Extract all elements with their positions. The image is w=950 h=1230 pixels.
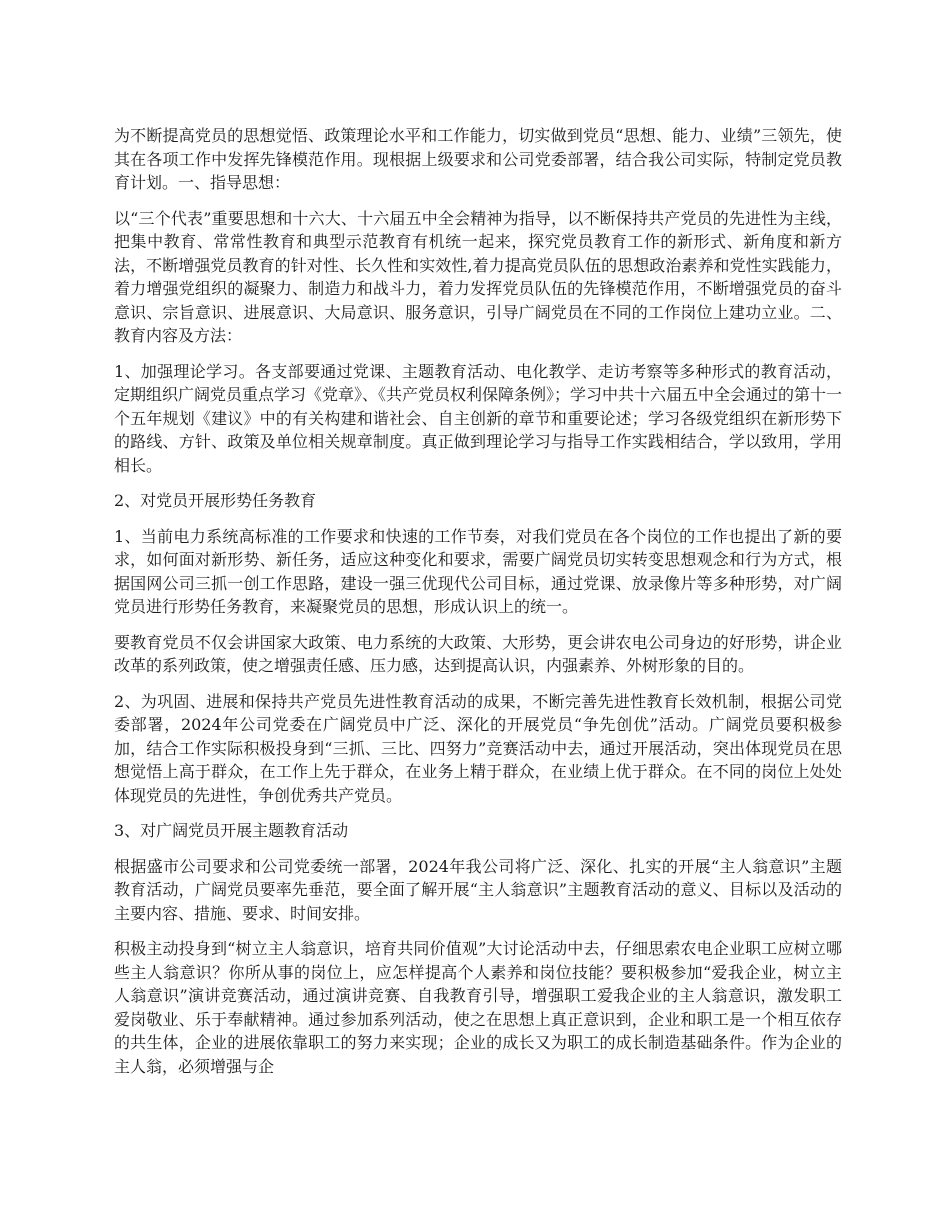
paragraph-advanced-activity: 2、为巩固、进展和保持共产党员先进性教育活动的成果，不断完善先进性教育长效机制，根据公司党委部署，2024年公司党委在广阔党员中广泛、深化的开展党员“争先创优”活动。广阔党员要积极参加，结合工作实际积极投身到“三抓、三比、四努力”竞赛活动中去，通过开展活动，突出体现党员在思想觉悟上高于群众，在工作上先于群众，在业务上精于群众，在业绩上优于群众。在不同的岗位上处处体现党员的先进性，争创优秀共产党员。 — [114, 691, 842, 805]
paragraph-situation-2: 要教育党员不仅会讲国家大政策、电力系统的大政策、大形势，更会讲农电公司身边的好形势，讲企业改革的系列政策，使之增强责任感、压力感，达到提高认识，内强素养、外树形象的目的。 — [114, 632, 842, 675]
paragraph-theme-1: 根据盛市公司要求和公司党委统一部署，2024年我公司将广泛、深化、扎实的开展“主人翁意识”主题教育活动，广阔党员要率先垂范，要全面了解开展“主人翁意识”主题教育活动的意义、目标以及活动的主要内容、措施、要求、时间安排。 — [114, 856, 842, 923]
section-heading-situation-education: 2、对党员开展形势任务教育 — [114, 491, 317, 510]
paragraph-guiding-thought: 以“三个代表”重要思想和十六大、十六届五中全会精神为指导，以不断保持共产党员的先进性为主线，把集中教育、常常性教育和典型示范教育有机统一起来，探究党员教育工作的新形式、新角度和新方法，不断增强党员教育的针对性、长久性和实效性,着力提高党员队伍的思想政治素养和党性实践能力，着力增强党组织的凝聚力、制造力和战斗力，着力发挥党员队伍的先锋模范作用，不断增强党员的奋斗意识、宗旨意识、进展意识、大局意识、服务意识，引导广阔党员在不同的工作岗位上建功立业。二、教育内容及方法： — [114, 208, 842, 345]
paragraph-intro: 为不断提高党员的思想觉悟、政策理论水平和工作能力，切实做到党员“思想、能力、业绩”三领先，使其在各项工作中发挥先锋模范作用。现根据上级要求和公司党委部署，结合我公司实际，特制定党员教育计划。一、指导思想： — [114, 126, 842, 192]
section-heading-theme-education: 3、对广阔党员开展主题教育活动 — [114, 821, 349, 840]
paragraph-situation-1: 1、当前电力系统高标准的工作要求和快速的工作节奏，对我们党员在各个岗位的工作也提出了新的要求，如何面对新形势、新任务，适应这种变化和要求，需要广阔党员切实转变思想观念和行为方式，根据国网公司三抓一创工作思路，建设一强三优现代公司目标，通过党课、放录像片等多种形势，对广阔党员进行形势任务教育，来凝聚党员的思想，形成认识上的统一。 — [114, 526, 842, 616]
paragraph-theme-2: 积极主动投身到“树立主人翁意识，培育共同价值观”大讨论活动中去，仔细思索农电企业职工应树立哪些主人翁意识？你所从事的岗位上，应怎样提高个人素养和岗位技能？要积极参加“爱我企业，树立主人翁意识”演讲竞赛活动，通过演讲竞赛、自我教育引导，增强职工爱我企业的主人翁意识，激发职工爱岗敬业、乐于奉献精神。通过参加系列活动，使之在思想上真正意识到，企业和职工是一个相互依存的共生体，企业的进展依靠职工的努力来实现；企业的成长又为职工的成长制造基础条件。作为企业的主人翁，必须增强与企 — [114, 939, 842, 1076]
paragraph-theory-study: 1、加强理论学习。各支部要通过党课、主题教育活动、电化教学、走访考察等多种形式的教育活动，定期组织广阔党员重点学习《党章》、《共产党员权利保障条例》；学习中共十六届五中全会通过的第十一个五年规划《建议》中的有关构建和谐社会、自主创新的章节和重要论述；学习各级党组织在新形势下的路线、方针、政策及单位相关规章制度。真正做到理论学习与指导工作实践相结合，学以致用，学用相长。 — [114, 361, 843, 475]
document-body — [114, 124, 842, 1090]
